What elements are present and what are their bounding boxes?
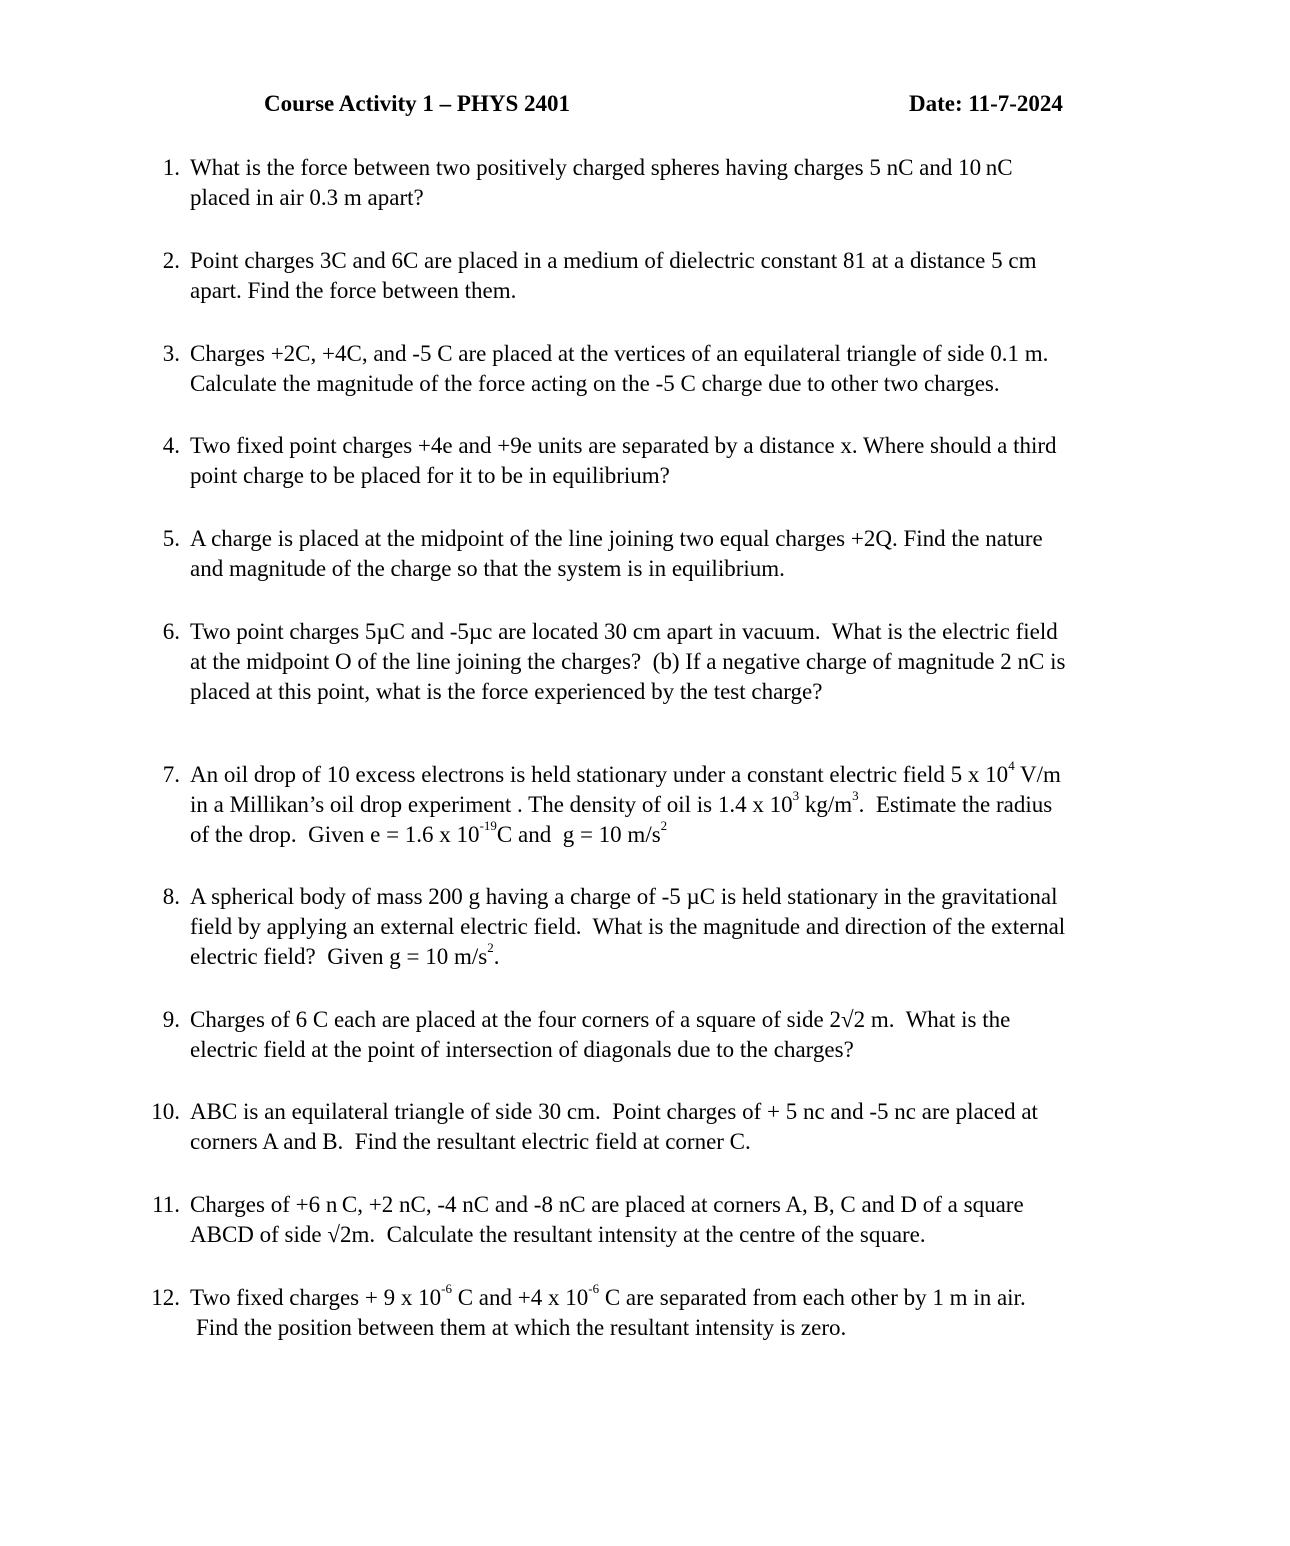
text-run: Two fixed charges + 9 x 10 bbox=[190, 1285, 442, 1310]
text-run: V/m bbox=[1014, 762, 1061, 787]
question-line: Find the position between them at which the resultant intensity is zero. bbox=[196, 1315, 847, 1340]
question-line: ABC is an equilateral triangle of side 30 cm. Point charges of + 5 nc and -5 nc are placed at bbox=[190, 1099, 1038, 1124]
question-line: Point charges 3C and 6C are placed in a medium of dielectric constant 81 at a distance 5 cm bbox=[190, 248, 1037, 273]
question-7 bbox=[150, 760, 1165, 850]
question-12 bbox=[150, 1283, 1165, 1343]
question-line: Calculate the magnitude of the force acting on the -5 C charge due to other two charges. bbox=[190, 371, 1000, 396]
question-line: field by applying an external electric field. What is the magnitude and direction of the external bbox=[190, 914, 1066, 939]
question-text bbox=[190, 431, 1165, 491]
superscript: 3 bbox=[852, 788, 859, 804]
superscript: 2 bbox=[660, 818, 668, 834]
superscript: 3 bbox=[792, 788, 800, 804]
question-number: 8. bbox=[162, 884, 180, 909]
question-text bbox=[190, 882, 1165, 972]
text-run: kg/m bbox=[799, 792, 853, 817]
question-2 bbox=[150, 246, 1165, 306]
text-run: C and g = 10 m/s bbox=[496, 822, 661, 847]
question-line: Two point charges 5µC and -5µc are located 30 cm apart in vacuum. What is the electric field bbox=[190, 619, 1058, 644]
text-run: of the drop. Given e = 1.6 x 10 bbox=[190, 822, 480, 847]
question-line bbox=[190, 760, 1165, 790]
text-run: in a Millikan’s oil drop experiment . The density of oil is 1.4 x 10 bbox=[190, 792, 793, 817]
question-line: Charges of 6 C each are placed at the four corners of a square of side 2√2 m. What is the bbox=[190, 1007, 1011, 1032]
question-number: 4. bbox=[162, 433, 180, 458]
question-line bbox=[190, 790, 1165, 820]
question-line: Charges of +6 n C, +2 nC, -4 nC and -8 nC are placed at corners A, B, C and D of a square bbox=[190, 1192, 1024, 1217]
question-number: 1. bbox=[162, 155, 180, 180]
text-run: . bbox=[493, 944, 500, 969]
question-number: 12. bbox=[151, 1285, 180, 1310]
text-run: C are separated from each other by 1 m in air. bbox=[599, 1285, 1026, 1310]
superscript: -19 bbox=[479, 818, 497, 834]
activity-date: Date: 11-7-2024 bbox=[909, 91, 1063, 116]
question-line: ABCD of side √2m. Calculate the resultant intensity at the centre of the square. bbox=[190, 1222, 926, 1247]
question-8 bbox=[150, 882, 1165, 972]
question-line bbox=[190, 942, 1165, 972]
question-line: A spherical body of mass 200 g having a charge of -5 µC is held stationary in the gravitational bbox=[190, 884, 1058, 909]
question-text bbox=[190, 524, 1165, 584]
superscript: 4 bbox=[1008, 758, 1015, 774]
question-line: A charge is placed at the midpoint of the line joining two equal charges +2Q. Find the nature bbox=[190, 526, 1043, 551]
question-text bbox=[190, 1005, 1165, 1065]
question-number: 11. bbox=[152, 1192, 180, 1217]
question-line: placed in air 0.3 m apart? bbox=[190, 185, 424, 210]
question-text bbox=[190, 339, 1165, 399]
question-5 bbox=[150, 524, 1165, 584]
superscript: 2 bbox=[487, 940, 494, 956]
question-number: 10. bbox=[151, 1099, 180, 1124]
question-line bbox=[190, 1283, 1165, 1313]
question-number: 3. bbox=[162, 341, 180, 366]
question-9 bbox=[150, 1005, 1165, 1065]
question-line: placed at this point, what is the force experienced by the test charge? bbox=[190, 679, 823, 704]
question-3 bbox=[150, 339, 1165, 399]
superscript: -6 bbox=[588, 1281, 600, 1297]
question-line: Charges +2C, +4C, and -5 C are placed at the vertices of an equilateral triangle of side 0.1 m. bbox=[190, 341, 1049, 366]
question-text bbox=[190, 246, 1165, 306]
question-text bbox=[190, 1190, 1165, 1250]
text-run: C and +4 x 10 bbox=[451, 1285, 589, 1310]
question-1 bbox=[150, 153, 1165, 213]
text-run: An oil drop of 10 excess electrons is held stationary under a constant electric field 5 x 10 bbox=[190, 762, 1009, 787]
question-text bbox=[190, 1097, 1165, 1157]
question-text bbox=[190, 760, 1165, 850]
question-10 bbox=[150, 1097, 1165, 1157]
course-title: Course Activity 1 – PHYS 2401 bbox=[264, 91, 571, 116]
question-text bbox=[190, 153, 1165, 213]
question-number: 6. bbox=[162, 619, 180, 644]
text-run: electric field? Given g = 10 m/s bbox=[190, 944, 488, 969]
question-text bbox=[190, 1283, 1165, 1343]
question-number: 2. bbox=[162, 248, 180, 273]
question-11 bbox=[150, 1190, 1165, 1250]
question-line: corners A and B. Find the resultant electric field at corner C. bbox=[190, 1129, 751, 1154]
superscript: -6 bbox=[441, 1281, 452, 1297]
text-run: . Estimate the radius bbox=[858, 792, 1053, 817]
question-line: What is the force between two positively charged spheres having charges 5 nC and 10 nC bbox=[190, 155, 1013, 180]
question-number: 7. bbox=[162, 762, 180, 787]
question-number: 5. bbox=[162, 526, 180, 551]
question-6 bbox=[150, 617, 1165, 707]
question-line: apart. Find the force between them. bbox=[190, 278, 517, 303]
question-number: 9. bbox=[162, 1007, 180, 1032]
question-line: and magnitude of the charge so that the system is in equilibrium. bbox=[190, 556, 785, 581]
question-line: at the midpoint O of the line joining the charges? (b) If a negative charge of magnitude 2 nC is bbox=[190, 649, 1066, 674]
question-line: Two fixed point charges +4e and +9e units are separated by a distance x. Where should a third bbox=[190, 433, 1057, 458]
question-line: point charge to be placed for it to be in equilibrium? bbox=[190, 463, 670, 488]
question-text bbox=[190, 617, 1165, 707]
question-line: electric field at the point of intersection of diagonals due to the charges? bbox=[190, 1037, 854, 1062]
question-line bbox=[190, 820, 1165, 850]
question-4 bbox=[150, 431, 1165, 491]
